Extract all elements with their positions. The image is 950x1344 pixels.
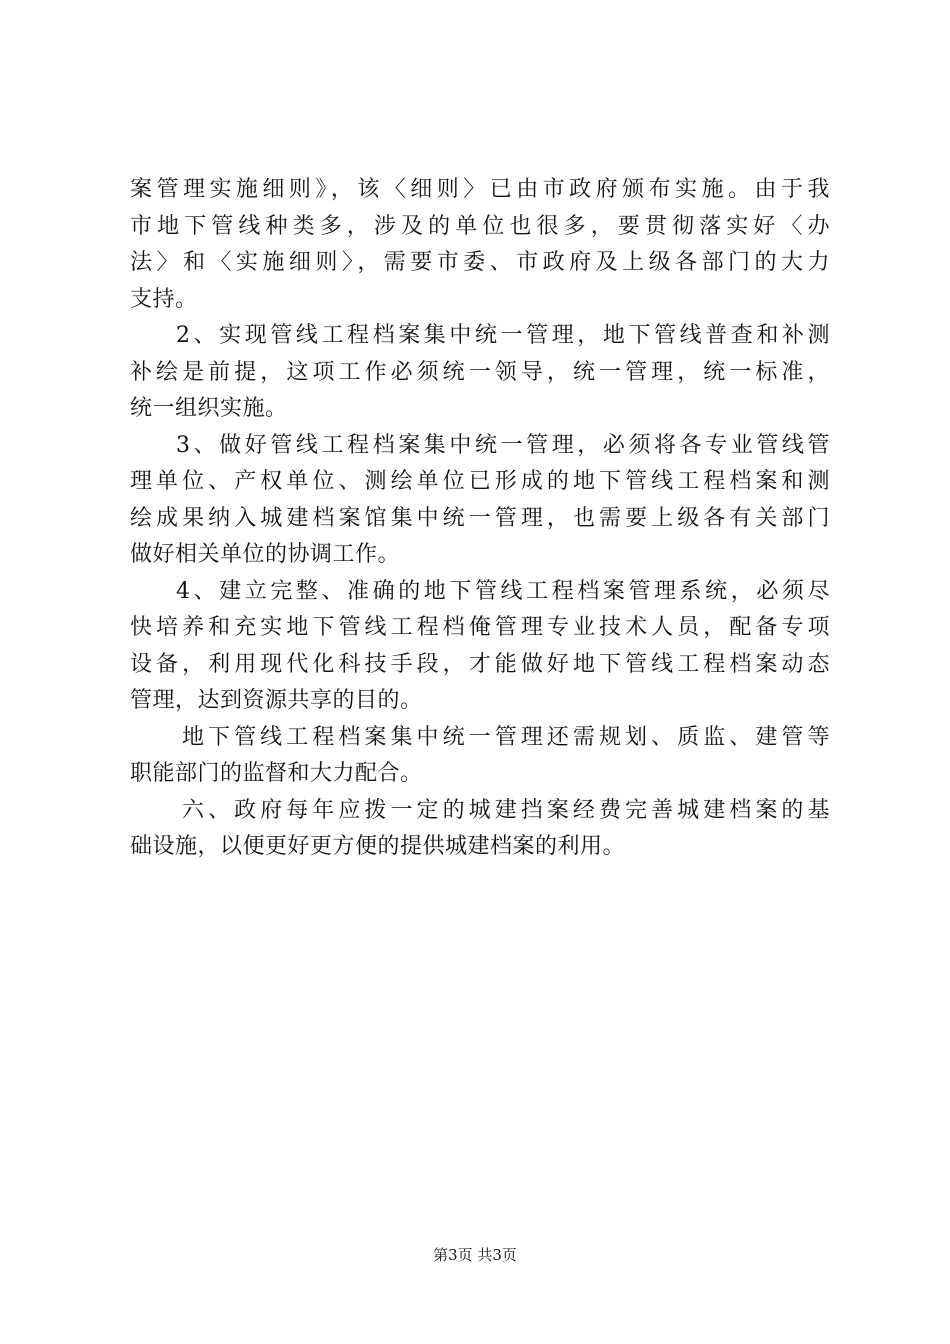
text-line: 3、做好管线工程档案集中统一管理，必须将各专业管线管 (176, 432, 830, 458)
page-number: 第3页 共3页 (433, 1246, 517, 1264)
paragraph-3 (130, 428, 830, 574)
paragraph-6 (130, 793, 830, 866)
text-line: 础设施，以便更好更方便的提供城建档案的利用。 (130, 834, 626, 859)
text-line: 地下管线工程档案集中统一管理还需规划、质监、建管等 (182, 724, 830, 750)
text-line: 4、建立完整、准确的地下管线工程档案管理系统，必须尽 (176, 578, 830, 604)
text-line: 补绘是前提，这项工作必须统一领导，统一管理，统一标准， (130, 359, 830, 385)
document-body (130, 172, 830, 866)
text-line: 理单位、产权单位、测绘单位已形成的地下管线工程档案和测 (130, 469, 830, 494)
paragraph-2 (130, 318, 830, 428)
text-line: 设备，利用现代化科技手段，才能做好地下管线工程档案动态 (130, 651, 830, 677)
text-line: 案管理实施细则》，该〈细则〉已由市政府颁布实施。由于我 (130, 177, 830, 202)
text-line: 六、政府每年应拨一定的城建挡案经费完善城建档案的基 (182, 797, 830, 823)
text-line: 管理，达到资源共享的目的。 (130, 688, 423, 713)
text-line: 法〉和〈实施细则〉，需要市委、市政府及上级各部门的大力 (130, 250, 830, 275)
paragraph-4 (130, 574, 830, 720)
text-line: 做好相关单位的协调工作。 (130, 542, 401, 567)
text-line: 快培养和充实地下管线工程档俺管理专业技术人员，配备专项 (130, 615, 830, 640)
text-line: 2、实现管线工程档案集中统一管理，地下管线普查和补测 (176, 323, 830, 348)
text-line: 统一组织实施。 (130, 396, 288, 421)
page-footer (0, 1245, 950, 1265)
text-line: 支持。 (130, 286, 198, 312)
paragraph-5 (130, 720, 830, 793)
paragraph-1 (130, 172, 830, 318)
text-line: 职能部门的监督和大力配合。 (130, 761, 423, 786)
text-line: 市地下管线种类多，涉及的单位也很多，要贯彻落实好〈办 (130, 213, 830, 239)
text-line: 绘成果纳入城建档案馆集中统一管理，也需要上级各有关部门 (130, 505, 830, 531)
